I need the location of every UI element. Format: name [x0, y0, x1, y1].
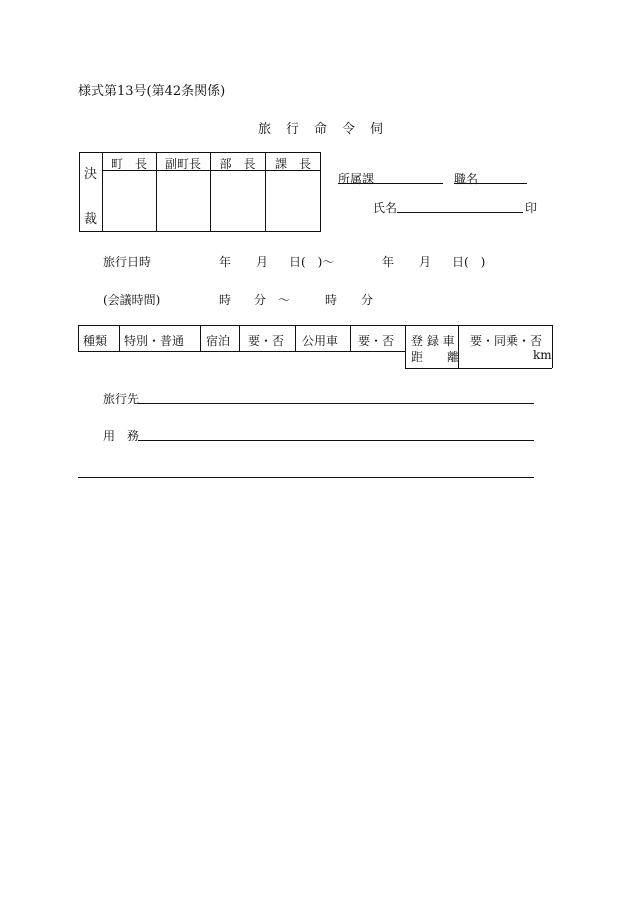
- lodging-label: 宿泊: [206, 334, 231, 348]
- approval-seal-section-chief[interactable]: [266, 171, 320, 231]
- travel-start-month: 月: [256, 255, 269, 269]
- dept-field[interactable]: [338, 183, 443, 184]
- travel-end-month: 月: [419, 255, 432, 269]
- meeting-start-minute: 分 ～: [254, 293, 291, 307]
- meeting-end-minute: 分: [361, 293, 374, 307]
- position-field[interactable]: [454, 183, 527, 184]
- form-number: 様式第13号(第42条関係): [78, 84, 226, 99]
- travel-end-day: 日( ): [452, 255, 486, 269]
- name-label: 氏名: [373, 201, 398, 215]
- travel-end-year: 年: [382, 255, 395, 269]
- distance-label: 距 離: [411, 350, 460, 364]
- business-field-line-2[interactable]: [78, 477, 534, 478]
- destination-field[interactable]: [138, 403, 534, 404]
- approval-header-section-chief: 課 長: [274, 157, 311, 171]
- page-title: 旅 行 命 令 伺: [258, 122, 385, 137]
- destination-label: 旅行先: [103, 392, 140, 406]
- approval-seal-division-chief[interactable]: [211, 171, 264, 231]
- distance-unit: km: [533, 348, 552, 362]
- approval-label-top: 決: [84, 167, 98, 182]
- seal-label: 印: [525, 201, 538, 215]
- official-car-label: 公用車: [302, 334, 339, 348]
- travel-datetime-label: 旅行日時: [103, 255, 152, 269]
- business-field[interactable]: [138, 440, 534, 441]
- registered-car-label: 登 録 車: [411, 334, 455, 348]
- lodging-value[interactable]: 要・否: [248, 334, 285, 348]
- position-label: 職名: [454, 172, 479, 186]
- type-label: 種類: [83, 334, 108, 348]
- travel-start-day: 日( )～: [289, 255, 335, 269]
- approval-seal-mayor[interactable]: [103, 171, 155, 231]
- business-label: 用 務: [103, 429, 140, 443]
- approval-label-bottom: 裁: [84, 212, 98, 227]
- name-field[interactable]: [397, 212, 523, 213]
- travel-start-year: 年: [219, 255, 232, 269]
- approval-header-mayor: 町 長: [110, 157, 147, 171]
- official-car-value[interactable]: 要・否: [358, 334, 395, 348]
- dept-label: 所属課: [338, 172, 375, 186]
- approval-header-division-chief: 部 長: [219, 157, 256, 171]
- meeting-start-hour: 時: [219, 293, 232, 307]
- meeting-end-hour: 時: [325, 293, 338, 307]
- registered-car-value[interactable]: 要・同乗・否: [470, 334, 543, 348]
- approval-seal-deputy-mayor[interactable]: [157, 171, 209, 231]
- approval-header-deputy-mayor: 副町長: [164, 157, 201, 171]
- type-value[interactable]: 特別・普通: [124, 334, 185, 348]
- meeting-time-label: (会議時間): [103, 293, 161, 307]
